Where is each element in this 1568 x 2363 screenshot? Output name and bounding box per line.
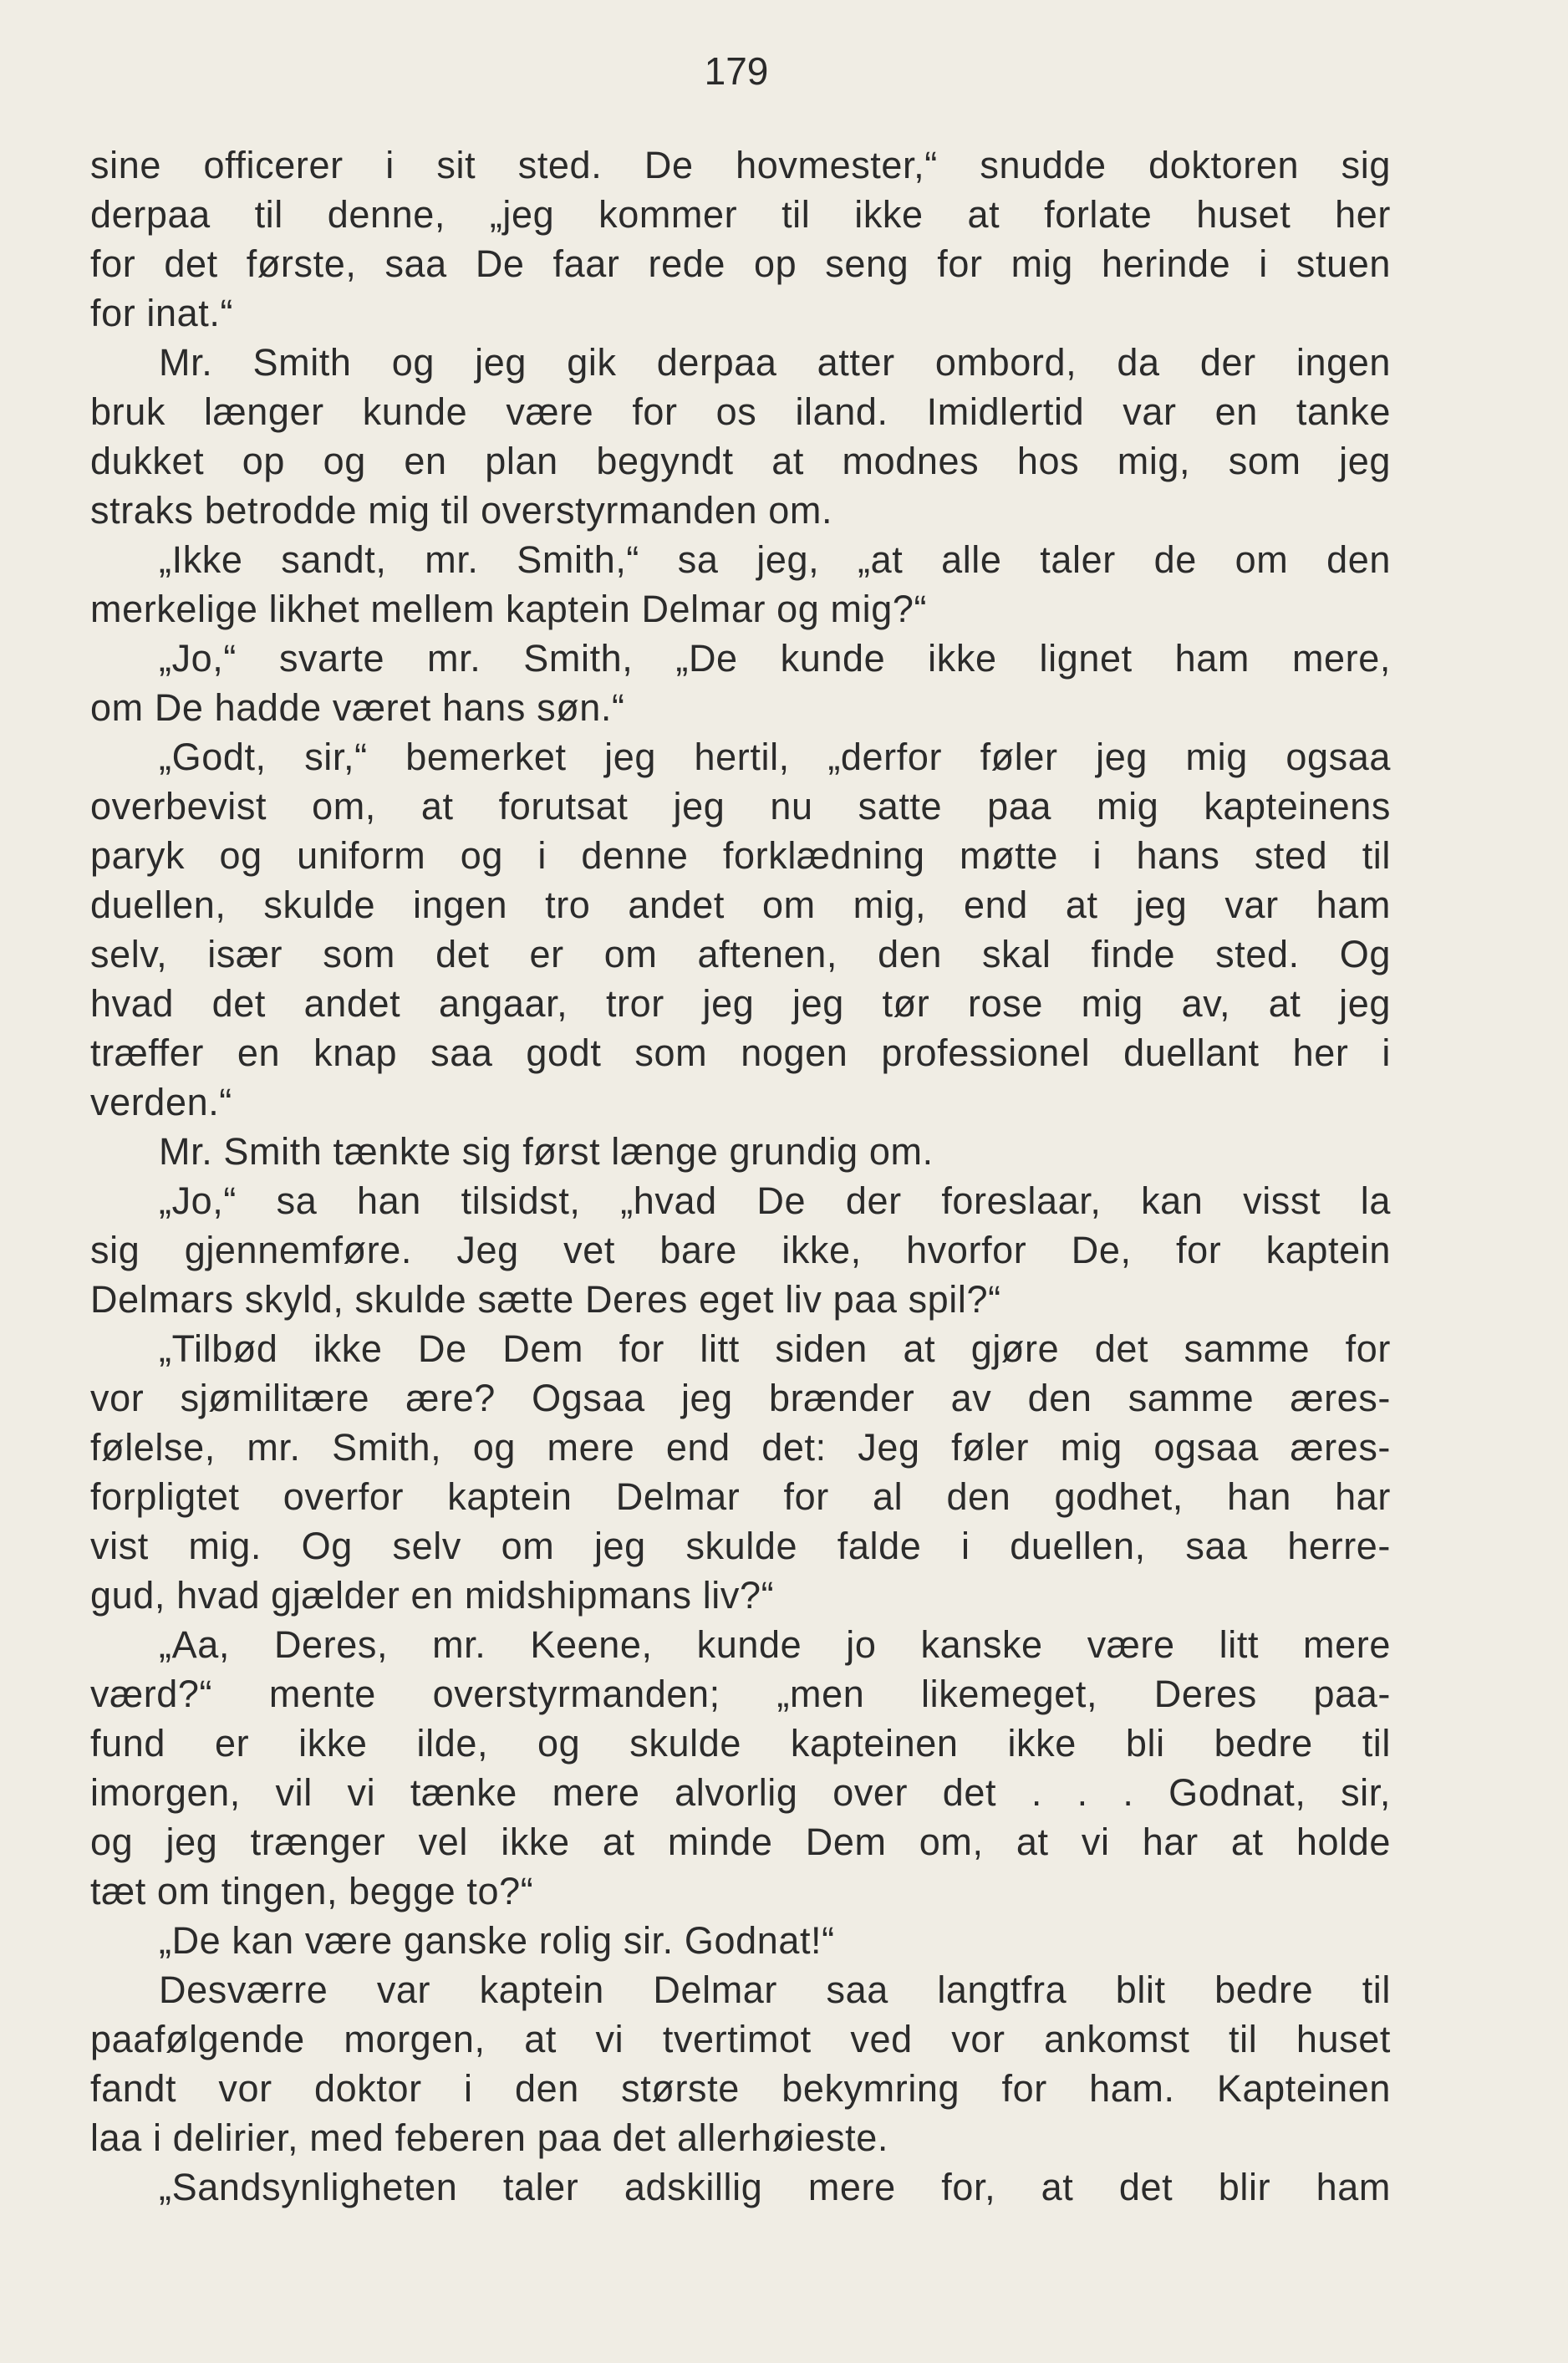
text-line: „Sandsynligheten taler adskillig mere for, at det blir ham <box>159 2166 1391 2208</box>
text-line: overbevist om, at forutsat jeg nu satte paa mig kapteinens <box>90 785 1391 828</box>
text-line: paryk og uniform og i denne forklædning møtte i hans sted til <box>90 834 1391 877</box>
text-line: Mr. Smith og jeg gik derpaa atter ombord, da der ingen <box>159 341 1391 384</box>
text-line: merkelige likhet mellem kaptein Delmar og mig?“ <box>90 588 928 630</box>
text-line: bruk længer kunde være for os iland. Imidlertid var en tanke <box>90 390 1391 433</box>
text-line: gud, hvad gjælder en midshipmans liv?“ <box>90 1574 775 1617</box>
text-line: forpligtet overfor kaptein Delmar for al den godhet, han har <box>90 1475 1391 1518</box>
text-line: „De kan være ganske rolig sir. Godnat!“ <box>159 1919 835 1962</box>
text-line: verden.“ <box>90 1081 232 1123</box>
text-line: Desværre var kaptein Delmar saa langtfra blit bedre til <box>159 1968 1391 2011</box>
text-line: vor sjømilitære ære? Ogsaa jeg brænder av den samme æres- <box>90 1377 1391 1419</box>
text-line: „Jo,“ svarte mr. Smith, „De kunde ikke lignet ham mere, <box>159 637 1391 680</box>
text-line: laa i delirier, med feberen paa det allerhøieste. <box>90 2116 888 2159</box>
text-line: for det første, saa De faar rede op seng for mig herinde i stuen <box>90 242 1391 285</box>
text-line: straks betrodde mig til overstyrmanden om. <box>90 489 833 532</box>
text-line: dukket op og en plan begyndt at modnes hos mig, som jeg <box>90 440 1391 482</box>
text-line: og jeg trænger vel ikke at minde Dem om, at vi har at holde <box>90 1821 1391 1863</box>
text-line: om De hadde været hans søn.“ <box>90 686 625 729</box>
text-line: „Tilbød ikke De Dem for litt siden at gjøre det samme for <box>159 1327 1391 1370</box>
text-line: selv, især som det er om aftenen, den skal finde sted. Og <box>90 933 1391 975</box>
text-line: følelse, mr. Smith, og mere end det: Jeg føler mig ogsaa æres- <box>90 1426 1391 1469</box>
text-line: værd?“ mente overstyrmanden; „men likemeget, Deres paa- <box>90 1673 1391 1715</box>
text-line: imorgen, vil vi tænke mere alvorlig over det . . . Godnat, sir, <box>90 1771 1391 1814</box>
text-line: „Aa, Deres, mr. Keene, kunde jo kanske være litt mere <box>159 1623 1391 1666</box>
body-text <box>90 140 1391 2212</box>
text-line: „Godt, sir,“ bemerket jeg hertil, „derfor føler jeg mig ogsaa <box>159 736 1391 778</box>
text-line: derpaa til denne, „jeg kommer til ikke at forlate huset her <box>90 193 1391 236</box>
text-line: fund er ikke ilde, og skulde kapteinen ikke bli bedre til <box>90 1722 1391 1765</box>
text-line: „Jo,“ sa han tilsidst, „hvad De der foreslaar, kan visst la <box>159 1179 1391 1222</box>
page-number: 179 <box>704 49 769 93</box>
text-line: fandt vor doktor i den største bekymring for ham. Kapteinen <box>90 2067 1391 2110</box>
text-line: tæt om tingen, begge to?“ <box>90 1870 534 1912</box>
text-line: hvad det andet angaar, tror jeg jeg tør rose mig av, at jeg <box>90 982 1391 1025</box>
text-line: træffer en knap saa godt som nogen professionel duellant her i <box>90 1031 1391 1074</box>
text-line: vist mig. Og selv om jeg skulde falde i duellen, saa herre- <box>90 1525 1391 1567</box>
text-line: sine officerer i sit sted. De hovmester,“ snudde doktoren sig <box>90 144 1391 186</box>
text-line: paafølgende morgen, at vi tvertimot ved vor ankomst til huset <box>90 2018 1391 2060</box>
text-line: „Ikke sandt, mr. Smith,“ sa jeg, „at alle taler de om den <box>159 538 1391 581</box>
text-line: Delmars skyld, skulde sætte Deres eget liv paa spil?“ <box>90 1278 1001 1321</box>
text-line: duellen, skulde ingen tro andet om mig, end at jeg var ham <box>90 884 1391 926</box>
text-line: sig gjennemføre. Jeg vet bare ikke, hvorfor De, for kaptein <box>90 1229 1391 1271</box>
text-line: for inat.“ <box>90 292 234 334</box>
text-line: Mr. Smith tænkte sig først længe grundig om. <box>159 1130 934 1173</box>
